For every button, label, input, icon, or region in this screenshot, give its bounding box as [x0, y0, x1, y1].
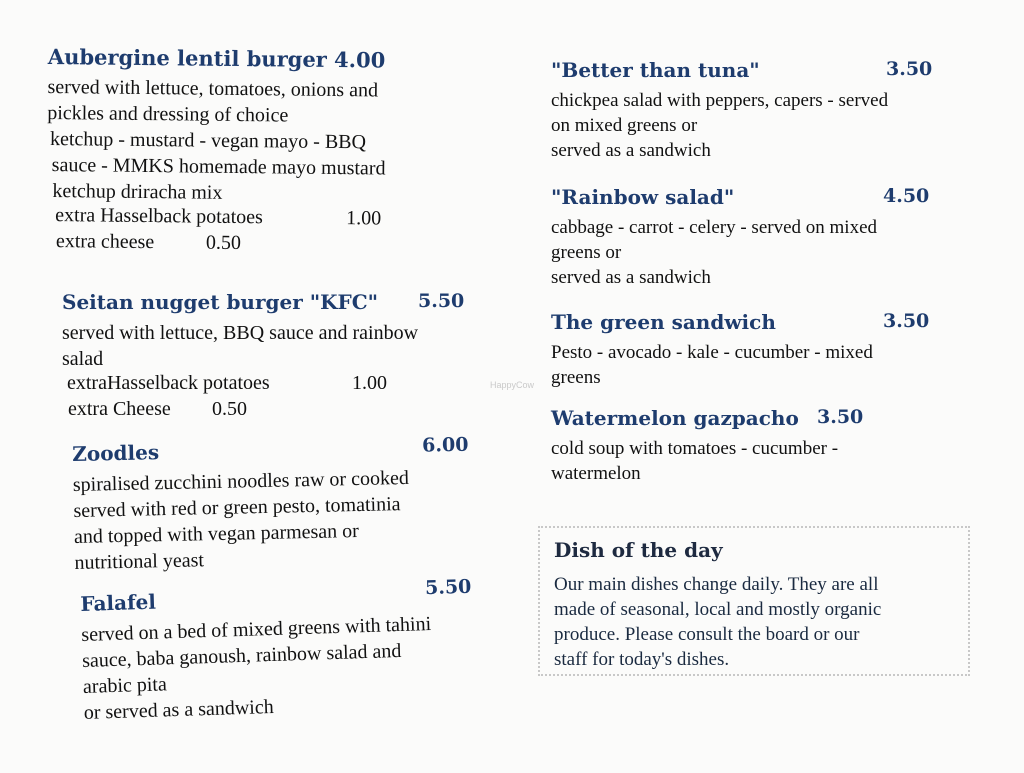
- dish-of-the-day-box: [538, 526, 970, 676]
- menu-item-watermelon-gazpacho: [551, 406, 951, 486]
- menu-item-better-than-tuna: [551, 58, 951, 163]
- dish-of-the-day-text: [554, 572, 881, 672]
- item-description-line: served as a sandwich: [551, 140, 711, 161]
- item-description-line: cold soup with tomatoes - cucumber -: [551, 438, 839, 459]
- item-description-line: ketchup driracha mix: [52, 180, 223, 204]
- dish-text-line: produce. Please consult the board or our: [554, 624, 860, 645]
- dish-text-line: Our main dishes change daily. They are all: [554, 574, 879, 595]
- item-description-line: arabic pita: [82, 673, 168, 698]
- item-description-line: served with lettuce, BBQ sauce and rainbow: [62, 322, 419, 344]
- item-price: 4.50: [883, 185, 930, 207]
- item-description-line: on mixed greens or: [551, 115, 698, 136]
- item-description-line: pickles and dressing of choice: [47, 101, 289, 127]
- extra-option: [46, 230, 385, 260]
- dish-text-line: made of seasonal, local and mostly organic: [554, 599, 882, 620]
- menu-item-falafel: [80, 575, 484, 725]
- item-description-line: and topped with vegan parmesan or: [73, 520, 360, 548]
- item-description-line: served with lettuce, tomatoes, onions and: [47, 75, 379, 102]
- extra-option: [62, 372, 482, 398]
- item-title: Seitan nugget burger "KFC": [62, 290, 379, 314]
- item-description-line: spiralised zucchini noodles raw or cooked: [72, 466, 410, 496]
- extra-label: extraHasselback potatoes: [67, 372, 270, 394]
- extra-label: extra Cheese: [68, 398, 171, 420]
- item-title: Zoodles: [72, 440, 160, 466]
- item-title: Falafel: [80, 589, 157, 616]
- menu-item-seitan-burger: [62, 290, 482, 424]
- dish-text-line: staff for today's dishes.: [554, 649, 730, 670]
- item-title: Aubergine lentil burger 4.00: [47, 44, 386, 73]
- item-price: 5.50: [424, 575, 472, 600]
- item-description-line: greens or: [551, 242, 622, 263]
- item-price: 6.00: [421, 433, 469, 457]
- item-title: The green sandwich: [551, 310, 776, 334]
- item-description-line: cabbage - carrot - celery - served on mixed: [551, 217, 877, 238]
- menu-item-zoodles: [72, 434, 475, 576]
- extra-label: extra cheese: [55, 230, 155, 254]
- menu-item-rainbow-salad: [551, 185, 951, 290]
- item-price: 3.50: [886, 58, 933, 80]
- item-title: Watermelon gazpacho: [551, 406, 799, 430]
- item-description-line: served as a sandwich: [551, 267, 711, 288]
- item-description-line: ketchup - mustard - vegan mayo - BBQ: [49, 128, 367, 154]
- item-description-line: or served as a sandwich: [83, 695, 274, 724]
- item-description-line: served on a bed of mixed greens with tahini: [81, 612, 432, 646]
- item-price: 3.50: [883, 310, 930, 332]
- item-description-line: sauce - MMKS homemade mayo mustard: [51, 154, 386, 180]
- extra-option: [62, 398, 482, 424]
- item-title: "Rainbow salad": [551, 185, 735, 209]
- item-title: "Better than tuna": [551, 58, 760, 82]
- item-description-line: chickpea salad with peppers, capers - served: [551, 90, 889, 111]
- item-description-line: watermelon: [551, 463, 641, 484]
- item-description-line: greens: [551, 367, 601, 388]
- item-description-line: salad: [62, 348, 104, 370]
- menu-item-aubergine-burger: [46, 44, 387, 260]
- extra-label: extra Hasselback potatoes: [55, 204, 264, 229]
- watermark-text: HappyCow: [490, 380, 535, 390]
- item-price: 5.50: [418, 290, 465, 312]
- menu-item-green-sandwich: [551, 310, 951, 390]
- extra-price: 1.00: [346, 207, 382, 230]
- dish-of-the-day-title: Dish of the day: [554, 538, 723, 562]
- item-description-line: nutritional yeast: [74, 549, 205, 574]
- item-price: 3.50: [817, 406, 864, 428]
- item-description-line: sauce, baba ganoush, rainbow salad and: [81, 639, 402, 672]
- item-description-line: Pesto - avocado - kale - cucumber - mixed: [551, 342, 873, 363]
- extra-option: [46, 204, 385, 234]
- extra-price: 0.50: [205, 231, 242, 255]
- extra-price: 1.00: [352, 372, 387, 394]
- extra-price: 0.50: [212, 398, 247, 420]
- item-description-line: served with red or green pesto, tomatinia: [73, 493, 401, 522]
